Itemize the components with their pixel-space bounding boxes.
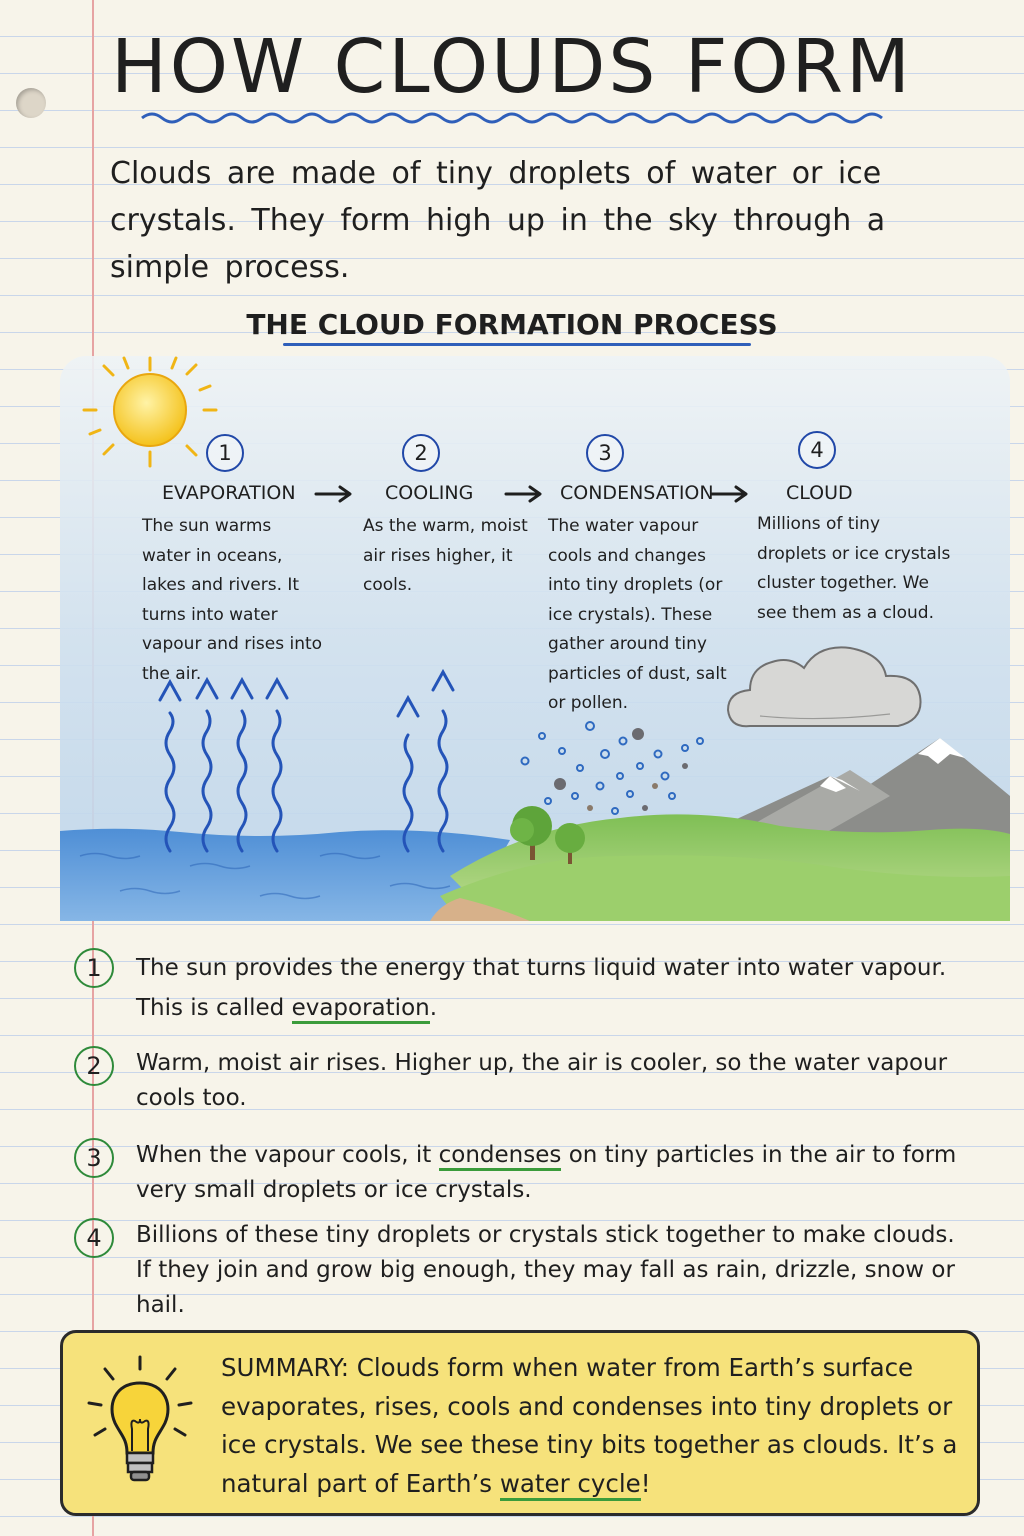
page-title: HOW CLOUDS FORM (111, 24, 913, 110)
title-wavy-underline (140, 108, 900, 126)
arrow-right-icon (710, 484, 750, 504)
intro-paragraph: Clouds are made of tiny droplets of water or ice crystals. They form high up in the sky through a simple process. (110, 156, 886, 285)
step-2-title: COOLING (385, 482, 474, 504)
step-1-number: 1 (206, 434, 244, 472)
explanation-number: 2 (74, 1046, 114, 1086)
step-3-title: CONDENSATION (560, 482, 714, 504)
process-title: THE CLOUD FORMATION PROCESS (246, 308, 778, 341)
explanation-text: Warm, moist air rises. Higher up, the air is cooler, so the water vapour cools too. (136, 1050, 948, 1111)
explanation-text: Billions of these tiny droplets or crystals stick together to make clouds. If they join and grow big enough, they may fall as rain, drizzle, snow or hail. (136, 1222, 955, 1318)
step-4-title: CLOUD (786, 482, 853, 504)
step-2-description: As the warm, moist air rises higher, it cools. (363, 516, 528, 595)
summary-text: SUMMARY: Clouds form when water from Earth’s surface evaporates, rises, cools and condenses into tiny droplets or ice crystals. We see these tiny bits together as clouds. It’s a natural part of Earth’s water cycle! (221, 1349, 961, 1503)
lightbulb-icon (85, 1355, 195, 1495)
step-1-description: The sun warms water in oceans, lakes and rivers. It turns into water vapour and rises into the air. (142, 516, 323, 684)
explanation-number: 4 (74, 1218, 114, 1258)
step-1-title: EVAPORATION (162, 482, 296, 504)
step-3-number: 3 (586, 434, 624, 472)
step-2-number: 2 (402, 434, 440, 472)
highlight-condenses: condenses (439, 1142, 562, 1171)
highlight-water-cycle: water cycle (500, 1469, 641, 1501)
summary-label: SUMMARY: (221, 1353, 349, 1382)
explanation-text: When the vapour cools, it condenses on tiny particles in the air to form very small droplets or ice crystals. (136, 1142, 957, 1203)
explanation-number: 1 (74, 948, 114, 988)
highlight-evaporation: evaporation (292, 995, 430, 1024)
arrow-right-icon (314, 484, 354, 504)
explanation-text: The sun provides the energy that turns liquid water into water vapour. This is called evaporation. (136, 948, 976, 1028)
summary-box (60, 1330, 980, 1516)
step-4-number: 4 (798, 431, 836, 469)
arrow-right-icon (504, 484, 544, 504)
process-title-underline (283, 343, 751, 346)
step-4-description: Millions of tiny droplets or ice crystals cluster together. We see them as a cloud. (757, 514, 951, 623)
step-3-description: The water vapour cools and changes into tiny droplets (or ice crystals). These gather around tiny particles of dust, salt or pollen. (548, 516, 727, 713)
explanation-number: 3 (74, 1138, 114, 1178)
